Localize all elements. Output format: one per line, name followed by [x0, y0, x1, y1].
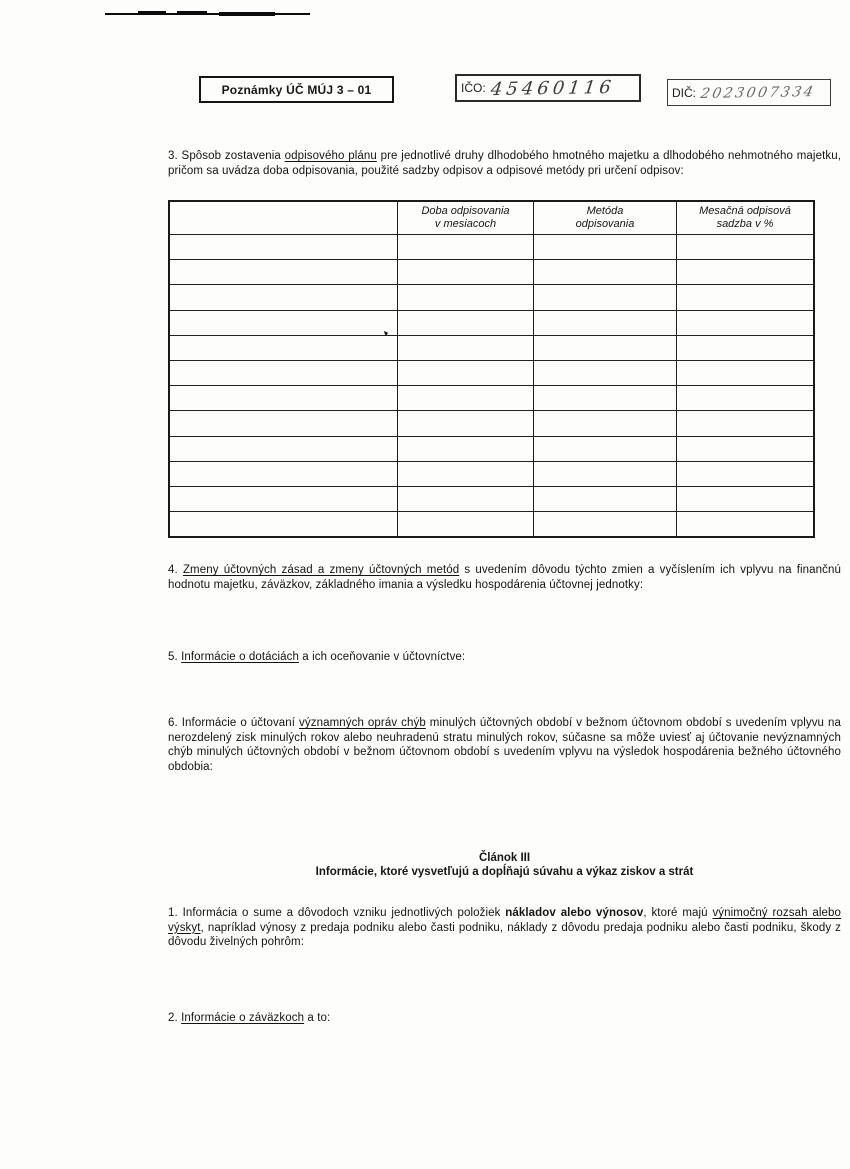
section-3-text: 3. Spôsob zostavenia [168, 150, 285, 162]
table-cell [534, 411, 677, 436]
section-3-text-cont: pre jednotlivé druhy dlhodobého hmotného majetku a dlhodobého nehmotného majetku, pričom sa uvádza doba odpisovania, použité sadzby odpisov a odpisové metódy pri určení odpisov: [168, 150, 841, 177]
table-cell [534, 486, 677, 511]
table-row [169, 260, 814, 285]
header-cell-depreciation-period [398, 201, 534, 235]
table-row [169, 486, 814, 511]
article-3-p1-text-mid: , ktoré majú [643, 907, 713, 919]
ico-value-handwritten: 45460116 [489, 76, 616, 100]
table-cell [398, 411, 534, 436]
table-row [169, 436, 814, 461]
table-cell [169, 260, 398, 285]
table-cell [169, 310, 398, 335]
table-cell [677, 461, 815, 486]
dic-label: DIČ: [672, 85, 696, 100]
ico-label: IČO: [461, 81, 486, 95]
depreciation-table-header [169, 201, 814, 235]
table-cell [534, 386, 677, 411]
header-text: v mesiacoch [434, 218, 497, 230]
table-cell [398, 260, 534, 285]
header-text: Metóda [586, 205, 624, 217]
table-cell [677, 360, 815, 385]
table-row [169, 235, 814, 260]
depreciation-table-body [169, 235, 814, 538]
table-cell [534, 285, 677, 310]
table-cell [398, 285, 534, 310]
table-cell [169, 386, 398, 411]
article-3-heading [168, 851, 841, 879]
table-cell [677, 285, 815, 310]
article-3-heading-line1: Článok III [478, 852, 531, 864]
article-3-p1-text-cont: , napríklad výnosy z predaja podniku alebo časti podniku, náklady z dôvodu predaja podniku alebo časti podniku, škody z dôvodu živelných pohrôm: [168, 921, 841, 948]
section-6-paragraph [168, 716, 841, 774]
table-cell [534, 235, 677, 260]
table-cell [398, 512, 534, 538]
article-3-p2-number: 2. [168, 1012, 182, 1024]
section-5-paragraph [168, 650, 841, 665]
table-cell [398, 360, 534, 385]
section-5-text-cont: a ich oceňovanie v účtovníctve: [299, 651, 466, 663]
header-cell-depreciation-method [534, 201, 677, 235]
table-cell [398, 235, 534, 260]
table-cell [534, 260, 677, 285]
article-3-p1-text: 1. Informácia o sume a dôvodoch vzniku jednotlivých položiek [168, 907, 506, 919]
article-3-heading-line2: Informácie, ktoré vysvetľujú a dopĺňajú súvahu a výkaz ziskov a strát [315, 866, 694, 878]
form-code-box [199, 76, 394, 103]
table-cell [169, 436, 398, 461]
header-text: Mesačná odpisová [699, 205, 791, 217]
section-4-paragraph [168, 563, 841, 592]
table-cell [169, 461, 398, 486]
section-4-number: 4. [168, 564, 183, 576]
table-row [169, 310, 814, 335]
table-row [169, 512, 814, 538]
table-cell [398, 386, 534, 411]
article-3-p2-underlined-term: Informácie o záväzkoch [181, 1012, 305, 1024]
table-cell [677, 260, 815, 285]
header-text: sadzba v % [716, 218, 774, 230]
table-cell [534, 310, 677, 335]
table-cell [169, 335, 398, 360]
table-row [169, 411, 814, 436]
dic-box [667, 79, 831, 106]
depreciation-table [168, 200, 815, 538]
table-row [169, 386, 814, 411]
section-3-paragraph [168, 149, 841, 178]
header-text: odpisovania [575, 218, 635, 230]
table-cell [534, 512, 677, 538]
table-cell [677, 310, 815, 335]
article-3-p1-bold-term: nákladov alebo výnosov [505, 907, 644, 919]
table-cell [677, 436, 815, 461]
section-5-number: 5. [168, 651, 182, 663]
dic-value-handwritten: 2023007334 [699, 83, 817, 102]
table-cell [398, 310, 534, 335]
header-text: Doba odpisovania [421, 205, 510, 217]
table-cell [677, 486, 815, 511]
table-cell [169, 486, 398, 511]
section-4-underlined-term: Zmeny účtovných zásad a zmeny účtovných metód [182, 564, 460, 576]
article-3-p2-text-cont: a to: [304, 1012, 331, 1024]
table-cell [169, 512, 398, 538]
table-cell [677, 235, 815, 260]
table-cell [677, 411, 815, 436]
article-3-p1-underlined-term: výnimočný rozsah alebo výskyt [168, 907, 841, 934]
table-cell [398, 486, 534, 511]
table-cell [677, 335, 815, 360]
table-cell [169, 285, 398, 310]
section-3-underlined-term: odpisového plánu [284, 150, 377, 162]
table-cell [169, 360, 398, 385]
table-cell [169, 411, 398, 436]
article-3-paragraph-1 [168, 906, 841, 950]
article-3-paragraph-2 [168, 1011, 841, 1026]
table-row [169, 360, 814, 385]
table-cell [677, 512, 815, 538]
header-cell-item [169, 201, 398, 235]
table-cell [398, 436, 534, 461]
ico-box [455, 74, 641, 102]
table-header-row [169, 201, 814, 235]
table-cell [398, 461, 534, 486]
table-cell [534, 360, 677, 385]
section-5-underlined-term: Informácie o dotáciách [181, 651, 299, 663]
table-cell [534, 436, 677, 461]
table-cell [534, 461, 677, 486]
table-cell [534, 335, 677, 360]
table-cell [398, 335, 534, 360]
section-6-text-cont: minulých účtovných období v bežnom účtovnom období s uvedením vplyvu na nerozdelený zisk minulých rokov alebo neuhradenú stratu minulých rokov, súčasne sa môže uviesť aj účtovanie nevýznamných chýb minulých účtovných období v bežnom účtovnom období s uvedením vplyvu na výsledok hospodárenia bežného účtovného obdobia: [168, 717, 841, 773]
section-6-text: 6. Informácie o účtovaní [168, 717, 300, 729]
table-cell [169, 235, 398, 260]
table-cell [677, 386, 815, 411]
form-code-label: Poznámky ÚČ MÚJ 3 – 01 [221, 82, 372, 97]
header-cell-monthly-rate [677, 201, 815, 235]
table-row [169, 461, 814, 486]
section-4-text-cont: s uvedením dôvodu týchto zmien a vyčíslením ich vplyvu na finančnú hodnotu majetku, záväzkov, základného imania a výsledku hospodárenia účtovnej jednotky: [168, 564, 841, 591]
section-6-underlined-term: významných opráv chýb [299, 717, 426, 729]
table-row [169, 285, 814, 310]
table-row [169, 335, 814, 360]
